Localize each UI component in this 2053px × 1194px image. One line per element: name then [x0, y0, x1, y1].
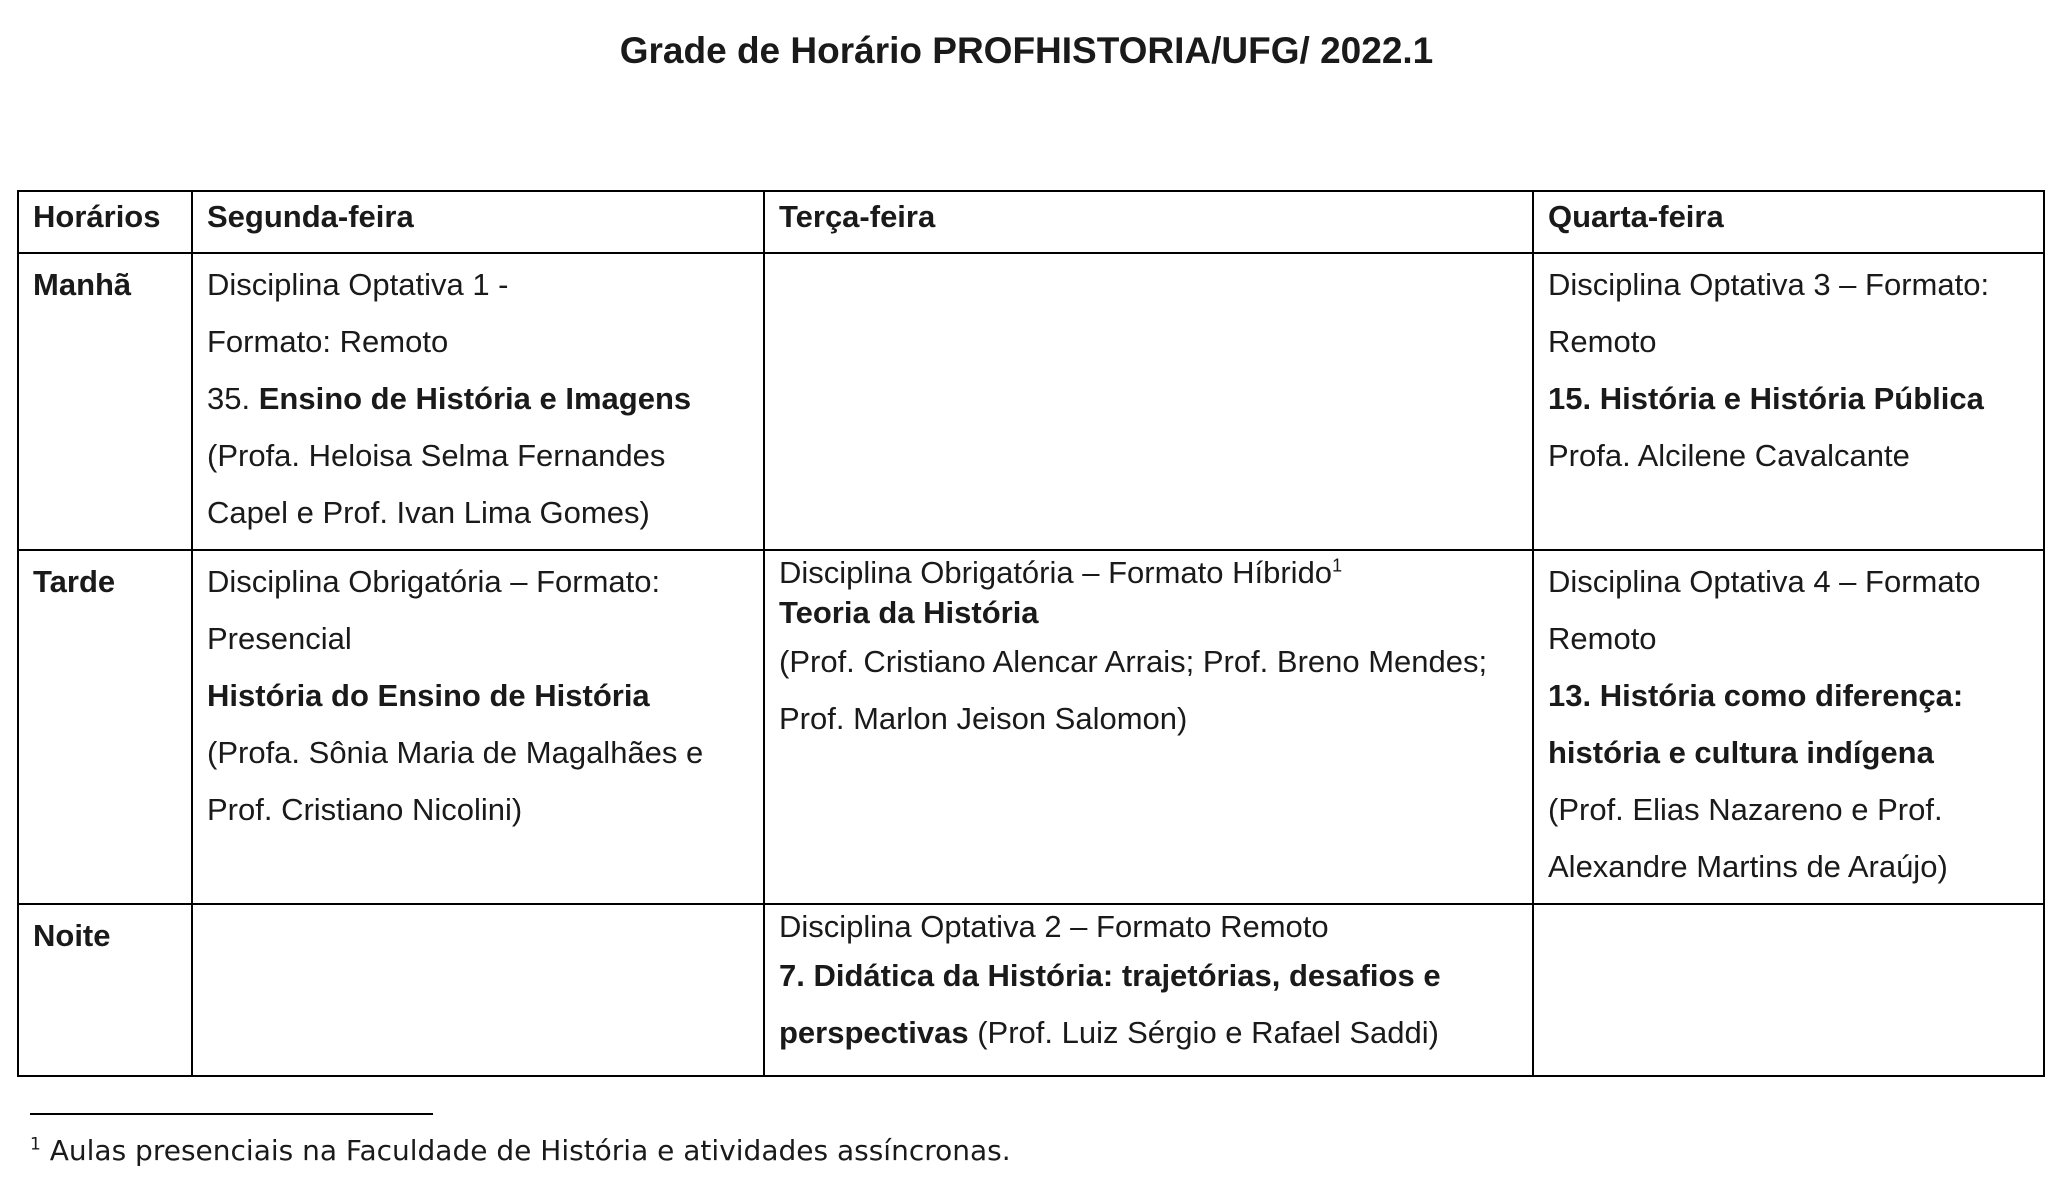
cell-manha-quarta	[1533, 253, 2044, 550]
cell-manha-terca	[764, 253, 1533, 550]
course-type-text: Disciplina Obrigatória – Formato Híbrido	[779, 555, 1333, 590]
cell-tarde-segunda	[192, 550, 764, 904]
course-title: História do Ensino de História	[207, 678, 650, 713]
cell-noite-quarta	[1533, 904, 2044, 1076]
row-label-tarde: Tarde	[18, 550, 192, 904]
table-row-noite	[18, 904, 2044, 1076]
cell-noite-segunda	[192, 904, 764, 1076]
course-professors: (Prof. Cristiano Alencar Arrais; Prof. Breno Mendes; Prof. Marlon Jeison Salomon)	[779, 644, 1488, 736]
course-type: Disciplina Optativa 1 -	[207, 267, 509, 302]
course-professors: (Prof. Elias Nazareno e Prof. Alexandre Martins de Araújo)	[1548, 792, 1948, 884]
cell-tarde-quarta	[1533, 550, 2044, 904]
footnote-reference: 1	[1332, 555, 1343, 576]
table-row-manha	[18, 253, 2044, 550]
footnote	[30, 1134, 1011, 1167]
cell-tarde-terca	[764, 550, 1533, 904]
course-professors: (Prof. Luiz Sérgio e Rafael Saddi)	[977, 1015, 1439, 1050]
header-segunda: Segunda-feira	[192, 191, 764, 253]
course-title: Ensino de História e Imagens	[258, 381, 692, 416]
table-header-row	[18, 191, 2044, 253]
cell-noite-terca	[764, 904, 1533, 1076]
header-quarta: Quarta-feira	[1533, 191, 2044, 253]
course-professors: (Profa. Heloisa Selma Fernandes Capel e Prof. Ivan Lima Gomes)	[207, 438, 666, 530]
course-type: Disciplina Optativa 2 – Formato Remoto	[779, 909, 1329, 944]
footnote-number: 1	[30, 1134, 41, 1155]
course-title-line	[779, 947, 1518, 1061]
cell-manha-segunda	[192, 253, 764, 550]
course-professors: Profa. Alcilene Cavalcante	[1548, 438, 1910, 473]
table-row-tarde	[18, 550, 2044, 904]
course-title: 15. História e História Pública	[1548, 381, 1984, 416]
header-horarios: Horários	[18, 191, 192, 253]
page-title: Grade de Horário PROFHISTORIA/UFG/ 2022.1	[619, 30, 1434, 71]
footnote-separator	[30, 1113, 433, 1115]
course-format: Formato: Remoto	[207, 324, 449, 359]
course-title: 7. Didática da História: trajetórias, desafios e perspectivas	[779, 958, 1441, 1050]
course-type	[779, 553, 1518, 593]
course-type: Disciplina Optativa 3 – Formato: Remoto	[1548, 267, 1990, 359]
course-type: Disciplina Optativa 4 – Formato Remoto	[1548, 564, 1981, 656]
course-type: Disciplina Obrigatória – Formato: Presencial	[207, 564, 661, 656]
course-title: 13. História como diferença: história e cultura indígena	[1548, 678, 1964, 770]
course-professors: (Profa. Sônia Maria de Magalhães e Prof. Cristiano Nicolini)	[207, 735, 704, 827]
header-terca: Terça-feira	[764, 191, 1533, 253]
schedule-table	[17, 190, 2045, 1077]
row-label-noite: Noite	[18, 904, 192, 1076]
course-title-line	[207, 370, 749, 427]
course-title: Teoria da História	[779, 595, 1039, 630]
footnote-text: Aulas presenciais na Faculdade de História e atividades assíncronas.	[49, 1134, 1011, 1167]
row-label-manha: Manhã	[18, 253, 192, 550]
course-number: 35.	[207, 381, 251, 416]
